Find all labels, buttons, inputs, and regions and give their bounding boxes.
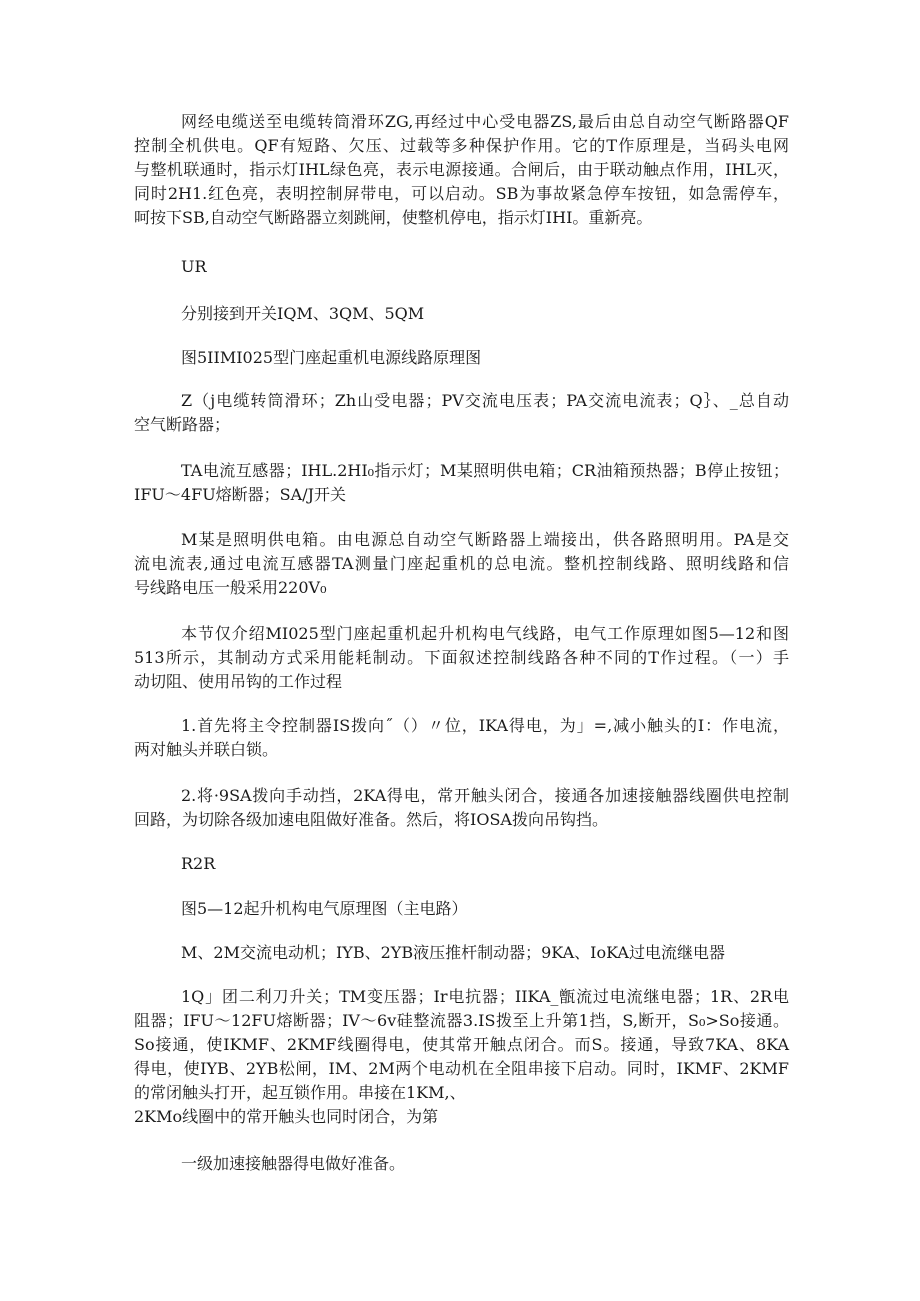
- text-line: 空气断路器；: [134, 415, 231, 434]
- text-line: 流电流表,通过电流互感器TA测量门座起重机的总电流。整机控制线路、照明线路和信: [134, 554, 789, 573]
- text-line: 的常闭触头打开，起互锁作用。串接在1KM,、: [134, 1083, 466, 1102]
- label-r2r: R2R: [181, 854, 216, 873]
- text-line: 控制全机供电。QF有短路、欠压、过载等多种保护作用。它的T作原理是，当码头电网: [134, 136, 789, 155]
- text-line: 回路，为切除各级加速电阻做好准备。然后，将IOSA拨向吊钩挡。: [134, 810, 608, 829]
- legend-power-circuit: [134, 389, 789, 437]
- text-line: 513所示，其制动方式采用能耗制动。下面叙述控制线路各种不同的T作过程。（一）手: [134, 648, 789, 667]
- text-final-sentence: 一级加速接触器得电做好准备。: [181, 1154, 406, 1173]
- text-line: 阻器；IFU～12FU熔断器；IV～6v硅整流器3.IS拨至上升第1挡，S,断开，S₀>So接通。: [134, 1011, 789, 1030]
- text-switch-connection: 分别接到开关IQM、3QM、5QM: [181, 304, 425, 323]
- paragraph-lighting-box: [134, 528, 789, 600]
- text-line: 1.首先将主令控制器IS拨向˝（）〃位，IKA得电，为」=,减小触头的I：作电流，: [181, 716, 789, 735]
- text-line: 2KMo线圈中的常开触头也同时闭合，为第: [134, 1107, 439, 1126]
- text-line: IFU～4FU熔断器；SA/J开关: [134, 485, 346, 504]
- text-line: 本节仅介绍MI025型门座起重机起升机构电气线路，电气工作原理如图5—12和图: [181, 624, 789, 643]
- text-line: So接通，使IKMF、2KMF线圈得电，使其常开触点闭合。而S。接通，导致7KA、8KA: [134, 1035, 789, 1054]
- text-line: TA电流互感器；IHL.2HI₀指示灯；M某照明供电箱；CR油箱预热器；B停止按钮；: [181, 461, 789, 480]
- text-line: 1Q」团二利刀升关；TM变压器；Ir电抗器；IIKA_甑流过电流继电器；1R、2R电: [181, 987, 789, 1006]
- text-line: 动切阻、使用吊钩的工作过程: [134, 672, 343, 691]
- paragraph-step-1: [134, 714, 789, 762]
- text-line: 两对触头并联白锁。: [134, 740, 279, 759]
- text-line: 2.将·9SA拨向手动挡，2KA得电，常开触头闭合，接通各加速接触器线圈供电控制: [181, 786, 789, 805]
- text-line: 同时2H1.红色亮，表明控制屏带电，可以启动。SB为事故紧急停车按钮，如急需停车，: [134, 184, 789, 203]
- figure-caption-hoist-main-circuit: 图5—12起升机构电气原理图（主电路）: [181, 899, 468, 918]
- text-line: 与整机联通时，指示灯IHL绿色亮，表示电源接通。合闸后，由于联动触点作用，IHL灭，: [134, 160, 789, 179]
- paragraph-step-3: [134, 985, 789, 1129]
- figure-caption-power-circuit: 图5IIMI025型门座起重机电源线路原理图: [181, 348, 482, 367]
- legend-power-circuit-continued: [134, 459, 789, 507]
- text-line: M某是照明供电箱。由电源总自动空气断路器上端接出，供各路照明用。PA是交: [181, 530, 789, 549]
- paragraph-power-supply: [134, 110, 789, 230]
- text-line: 呵按下SB,自动空气断路器立刻跳闸，使整机停电，指示灯IHI。重新亮。: [134, 208, 653, 227]
- paragraph-step-2: [134, 784, 789, 832]
- text-line: Z（j电缆转筒滑环；Zh山受电器；PV交流电压表；PA交流电流表；Q｝、_总自动: [181, 391, 789, 410]
- label-ur: UR: [181, 257, 207, 276]
- text-line: 得电，使IYB、2YB松闸，IM、2M两个电动机在全阻串接下启动。同时，IKMF、2KMF: [134, 1059, 789, 1078]
- text-line: 网经电缆送至电缆转筒滑环ZG,再经过中心受电器ZS,最后由总自动空气断路器QF: [181, 112, 789, 131]
- paragraph-hoist-intro: [134, 622, 789, 694]
- legend-hoist-main-circuit: M、2M交流电动机；IYB、2YB液压推杆制动器；9KA、IoKA过电流继电器: [181, 943, 725, 962]
- text-line: 号线路电压一般采用220V₀: [134, 578, 327, 597]
